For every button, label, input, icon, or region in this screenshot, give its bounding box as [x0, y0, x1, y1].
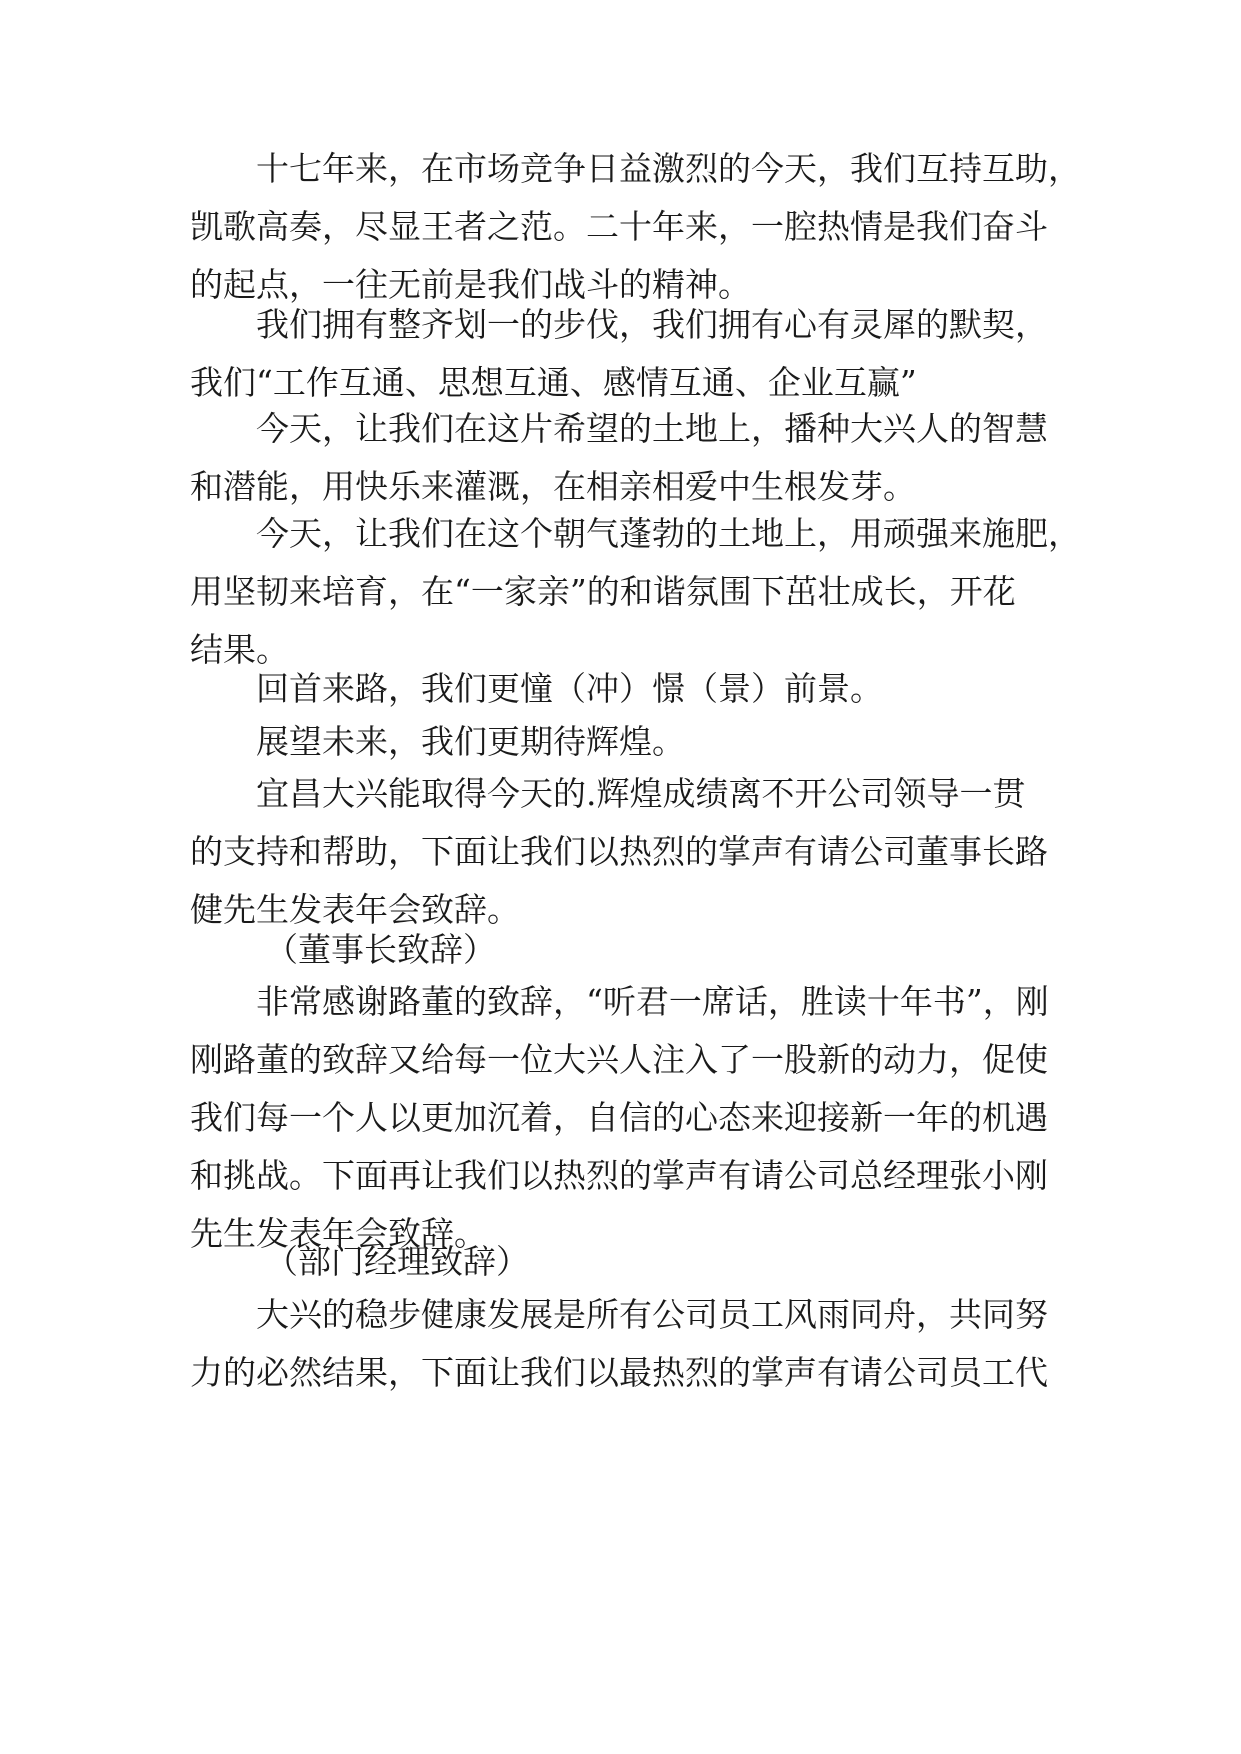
paragraph-9-line-4: 和挑战。下面再让我们以热烈的掌声有请公司总经理张小刚 [190, 1156, 1048, 1195]
paragraph-4-line-1: 今天，让我们在这个朝气蓬勃的土地上，用顽强来施肥， [256, 514, 1081, 553]
paragraph-5 [190, 660, 1070, 718]
paragraph-4 [190, 505, 1081, 679]
paragraph-2 [190, 296, 1070, 412]
paragraph-9-line-1: 非常感谢路董的致辞，“听君一席话，胜读十年书”，刚 [256, 982, 1049, 1021]
paragraph-9-line-5: 先生发表年会致辞。 [190, 1214, 487, 1253]
paragraph-4-line-3: 结果。 [190, 630, 289, 669]
paragraph-3-line-1: 今天，让我们在这片希望的土地上，播种大兴人的智慧 [256, 409, 1048, 448]
paragraph-9-line-3: 我们每一个人以更加沉着，自信的心态来迎接新一年的机遇 [190, 1098, 1048, 1137]
stage-direction-chairman-speech: （董事长致辞） [265, 930, 496, 969]
paragraph-1-line-2: 凯歌高奏，尽显王者之范。二十年来，一腔热情是我们奋斗 [190, 207, 1048, 246]
paragraph-1-line-1: 十七年来，在市场竞争日益激烈的今天，我们互持互助， [256, 149, 1081, 188]
paragraph-3-line-2: 和潜能，用快乐来灌溉，在相亲相爱中生根发芽。 [190, 467, 916, 506]
paragraph-6-line-1: 展望未来，我们更期待辉煌。 [256, 722, 685, 761]
paragraph-9-line-2: 刚路董的致辞又给每一位大兴人注入了一股新的动力，促使 [190, 1040, 1048, 1079]
stage-direction-manager-speech: （部门经理致辞） [265, 1242, 529, 1281]
paragraph-1-line-3: 的起点，一往无前是我们战斗的精神。 [190, 265, 751, 304]
paragraph-3 [190, 400, 1070, 516]
paragraph-8 [190, 921, 1070, 979]
paragraph-4-line-2: 用坚韧来培育，在“一家亲”的和谐氛围下茁壮成长，开花 [190, 572, 1016, 611]
paragraph-2-line-2: 我们“工作互通、思想互通、感情互通、企业互赢” [190, 363, 917, 402]
paragraph-7-line-3: 健先生发表年会致辞。 [190, 890, 520, 929]
paragraph-7-line-1: 宜昌大兴能取得今天的.辉煌成绩离不开公司领导一贯 [256, 774, 1026, 813]
paragraph-11 [190, 1286, 1070, 1402]
paragraph-6 [190, 713, 1070, 771]
paragraph-10 [190, 1233, 1070, 1291]
paragraph-7-line-2: 的支持和帮助，下面让我们以热烈的掌声有请公司董事长路 [190, 832, 1048, 871]
paragraph-2-line-1: 我们拥有整齐划一的步伐，我们拥有心有灵犀的默契， [256, 305, 1048, 344]
paragraph-1 [190, 140, 1081, 314]
paragraph-7 [190, 765, 1070, 939]
paragraph-11-line-2: 力的必然结果，下面让我们以最热烈的掌声有请公司员工代 [190, 1353, 1048, 1392]
paragraph-11-line-1: 大兴的稳步健康发展是所有公司员工风雨同舟，共同努 [256, 1295, 1048, 1334]
paragraph-5-line-1: 回首来路，我们更憧（冲）憬（景）前景。 [256, 669, 883, 708]
paragraph-9 [190, 973, 1070, 1263]
